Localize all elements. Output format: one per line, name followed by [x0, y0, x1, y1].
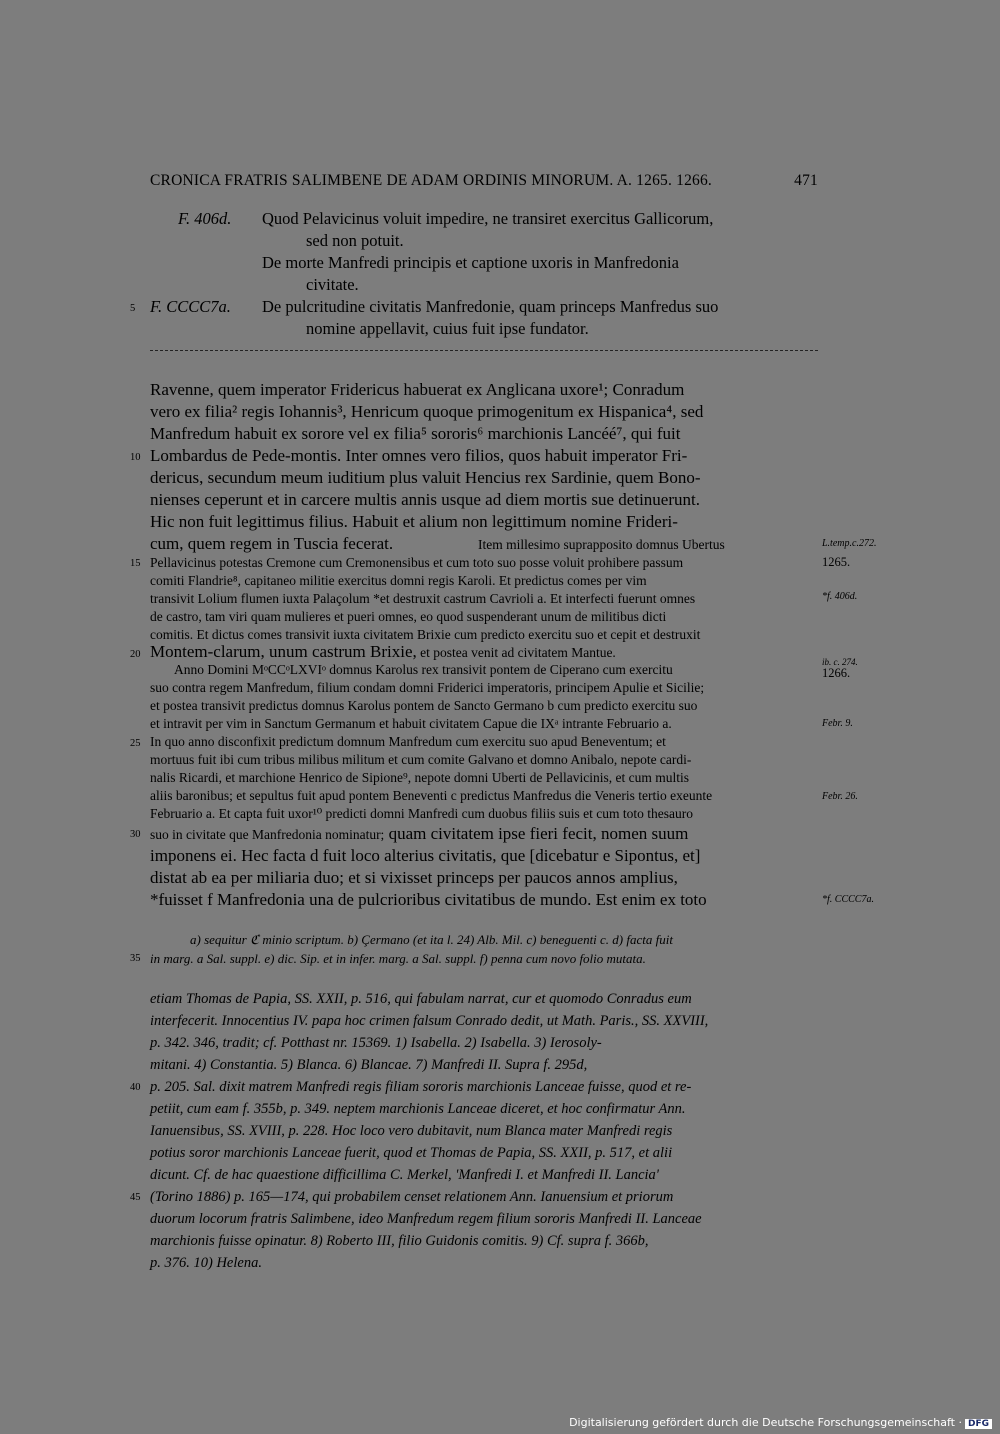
body-line: nienses ceperunt et in carcere multis annis usque ad diem mortis sue detinuerunt. [150, 490, 700, 509]
margin-note: Febr. 26. [822, 791, 858, 802]
apparatus-line: dicunt. Cf. de hac quaestione difficillima C. Merkel, 'Manfredi I. et Manfredi II. Lancia' [150, 1167, 659, 1183]
body-line: imponens ei. Hec facta d fuit loco alterius civitatis, que [dicebatur e Sipontus, et] [150, 846, 701, 865]
mixed-line [150, 824, 688, 844]
line-number: 30 [130, 829, 141, 840]
body-line-small: Item millesimo suprapposito domnus Ubertus [478, 537, 725, 552]
mixed-small: et postea venit ad civitatem Mantue. [416, 645, 616, 660]
mixed-small: suo in civitate que Manfredonia nominatur; [150, 827, 385, 842]
body-line: Lombardus de Pede-montis. Inter omnes vero filios, quos habuit imperator Fri- [150, 446, 688, 465]
running-title: CRONICA FRATRIS SALIMBENE DE ADAM ORDINIS MINORUM. A. 1265. 1266. [150, 172, 713, 189]
small-line: aliis baronibus; et sepultus fuit apud pontem Beneventi c predictus Manfredus die Veneris tertio exeunte [150, 788, 713, 803]
margin-note: Febr. 9. [822, 718, 853, 729]
variant-note: in marg. a Sal. suppl. e) dic. Sip. et in infer. marg. a Sal. suppl. f) penna cum novo folio mutata. [150, 951, 646, 966]
toc-ref: F. CCCC7a. [150, 297, 231, 316]
small-line: et postea transivit predictus domnus Karolus pontem de Sancto Germano b cum predicto exercitu suo [150, 698, 698, 713]
apparatus-line: p. 205. Sal. dixit matrem Manfredi regis filiam sororis marchionis Lanceae fuisse, quod et re- [150, 1079, 692, 1095]
toc-ref: F. 406d. [178, 209, 232, 228]
separator-rule [150, 350, 818, 351]
apparatus-line: etiam Thomas de Papia, SS. XXII, p. 516, qui fabulam narrat, cur et quomodo Conradus eum [150, 991, 692, 1007]
margin-year: 1266. [822, 666, 851, 680]
body-line: cum, quem regem in Tuscia fecerat. [150, 534, 394, 553]
toc-line: De morte Manfredi principis et captione uxoris in Manfredonia [262, 253, 679, 272]
small-line: Februario a. Et capta fuit uxor¹⁰ predicti domni Manfredi cum duobus filiis suis et cum toto thesauro [150, 806, 693, 821]
small-line: et intravit per vim in Sanctum Germanum et habuit civitatem Capue die IXᵃ intrante Februario a. [150, 716, 672, 731]
small-line: comiti Flandrie⁸, capitaneo militie exercitus domni regis Karoli. Et predictus comes per vim [150, 573, 647, 588]
line-number: 20 [130, 649, 141, 660]
mixed-big: Montem-clarum, unum castrum Brixie, [150, 642, 417, 661]
small-line: Anno Domini MᵒCCᵒLXVIᵒ domnus Karolus rex transivit pontem de Ciperano cum exercitu [174, 662, 673, 677]
margin-note: *f. 406d. [822, 591, 858, 602]
toc-line: civitate. [306, 275, 359, 294]
line-number: 40 [130, 1082, 141, 1093]
small-line: nalis Ricardi, et marchione Henrico de Sipione⁹, nepote domni Uberti de Pellavicinis, et cum multis [150, 770, 689, 785]
mixed-big: quam civitatem ipse fieri fecit, nomen suum [384, 824, 689, 843]
apparatus-line: mitani. 4) Constantia. 5) Blanca. 6) Blancae. 7) Manfredi II. Supra f. 295d, [150, 1057, 588, 1073]
apparatus-line: duorum locorum fratris Salimbene, ideo Manfredum regem filium sororis Manfredi II. Lanceae [150, 1211, 702, 1227]
margin-note: ib. c. 274. [822, 657, 858, 667]
small-line: mortuus fuit ibi cum tribus milibus militum et cum comite Galvano et domno Anibalo, nepote cardi- [150, 752, 692, 767]
line-number: 35 [130, 953, 141, 964]
apparatus-line: interfecerit. Innocentius IV. papa hoc crimen falsum Conrado dedit, ut Math. Paris., SS. XXVIII, [150, 1013, 709, 1029]
small-line: In quo anno disconfixit predictum domnum Manfredum cum exercitu suo apud Beneventum; et [150, 734, 666, 749]
small-line: de castro, tam viri quam mulieres et pueri omnes, eo quod suspenderant unum de militibus dicti [150, 609, 667, 624]
small-line: Pellavicinus potestas Cremone cum Cremonensibus et cum toto suo posse voluit prohibere passum [150, 555, 684, 570]
mixed-line [150, 642, 616, 662]
apparatus-line: p. 376. 10) Helena. [150, 1255, 262, 1271]
line-number: 5 [130, 303, 136, 314]
body-line: distat ab ea per miliaria duo; et si vixisset princeps per paucos annos amplius, [150, 868, 678, 887]
small-line: transivit Lolium flumen iuxta Palaçolum *et destruxit castrum Cavrioli a. Et interfecti fuerunt omnes [150, 591, 696, 606]
body-line: vero ex filia² regis Iohannis³, Henricum quoque primogenitum ex Hispanica⁴, sed [150, 402, 704, 421]
toc-line: nomine appellavit, cuius fuit ipse fundator. [306, 319, 589, 338]
toc-line: De pulcritudine civitatis Manfredonie, quam princeps Manfredus suo [262, 297, 719, 316]
running-header [150, 172, 818, 190]
margin-note: L.temp.c.272. [822, 538, 877, 549]
body-line: *fuisset f Manfredonia una de pulcrioribus civitatibus de mundo. Est enim ex toto [150, 890, 707, 909]
body-line: Hic non fuit legittimus filius. Habuit et alium non legittimum nomine Frideri- [150, 512, 678, 531]
apparatus-line: petiit, cum eam f. 355b, p. 349. neptem marchionis Lanceae diceret, et hoc confirmatur Ann. [150, 1101, 686, 1117]
toc-line: Quod Pelavicinus voluit impedire, ne transiret exercitus Gallicorum, [262, 209, 714, 228]
dfg-logo: DFG [965, 1419, 992, 1429]
line-number: 45 [130, 1192, 141, 1203]
apparatus-line: potius soror marchionis Lanceae fuerit, quod et Thomas de Papia, SS. XXII, p. 517, et alii [150, 1145, 673, 1161]
body-line: Ravenne, quem imperator Fridericus habuerat ex Anglicana uxore¹; Conradum [150, 380, 685, 399]
page-number: 471 [794, 172, 818, 189]
margin-note: *f. CCCC7a. [822, 894, 874, 905]
line-number: 15 [130, 558, 141, 569]
body-line: dericus, secundum meum iuditium plus valuit Hencius rex Sardinie, quem Bono- [150, 468, 701, 487]
line-number: 10 [130, 452, 141, 463]
apparatus-line: p. 342. 346, tradit; cf. Potthast nr. 15369. 1) Isabella. 2) Isabella. 3) Ierosoly- [150, 1035, 602, 1051]
footer-text: Digitalisierung gefördert durch die Deutsche Forschungsgemeinschaft · [569, 1416, 962, 1429]
margin-year: 1265. [822, 555, 851, 569]
line-number: 25 [130, 738, 141, 749]
small-line: comitis. Et dictus comes transivit iuxta civitatem Brixie cum predicto exercitu suo et cepit et destruxit [150, 627, 701, 642]
apparatus-line: marchionis fuisse opinatur. 8) Roberto III, filio Guidonis comitis. 9) Cf. supra f. 366b, [150, 1233, 649, 1249]
apparatus-line: (Torino 1886) p. 165—174, qui probabilem censet relationem Ann. Ianuensium et priorum [150, 1189, 674, 1205]
variant-note: a) sequitur ℭ minio scriptum. b) Çermano (et ita l. 24) Alb. Mil. c) beneguenti c. d) facta fuit [190, 932, 673, 947]
footer-credit [569, 1416, 992, 1429]
body-line: Manfredum habuit ex sorore vel ex filia⁵ sororis⁶ marchionis Lancéé⁷, qui fuit [150, 424, 681, 443]
toc-line: sed non potuit. [306, 231, 404, 250]
apparatus-line: Ianuensibus, SS. XVIII, p. 228. Hoc loco vero dubitavit, num Blanca mater Manfredi regis [150, 1123, 673, 1139]
small-line: suo contra regem Manfredum, filium condam domni Friderici imperatoris, principem Apulie et Sicilie; [150, 680, 705, 695]
